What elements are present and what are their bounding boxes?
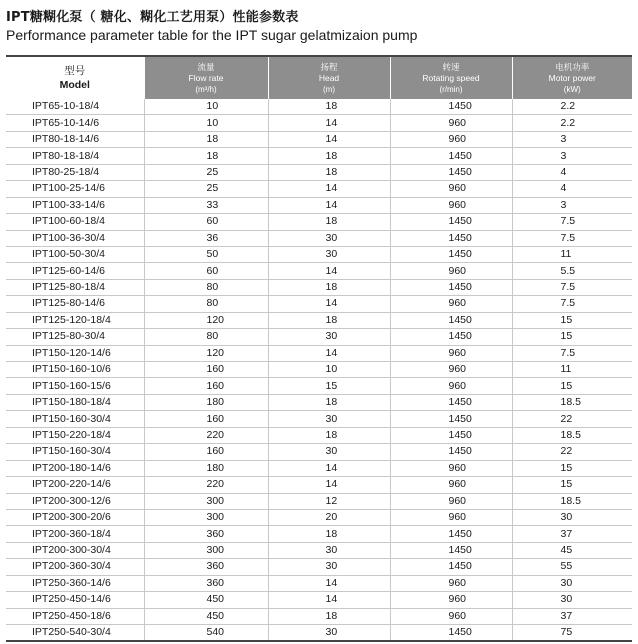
cell-motor-power: 7.5 (512, 345, 632, 361)
cell-model: IPT150-160-30/4 (6, 411, 144, 427)
page-title-chinese: IPT糖糊化泵（ 糖化、糊化工艺用泵）性能参数表 (6, 10, 299, 25)
table-row (6, 279, 632, 295)
cell-flow-rate: 360 (144, 575, 268, 591)
cell-model: IPT250-450-18/6 (6, 608, 144, 624)
cell-head: 30 (268, 542, 390, 558)
cell-rotating-speed: 1450 (390, 559, 512, 575)
header-motor-power (512, 57, 632, 99)
cell-model: IPT150-160-15/6 (6, 378, 144, 394)
header-power-en: Motor power (548, 72, 596, 83)
header-flow-unit: (m³/h) (195, 84, 217, 94)
performance-parameter-table (6, 57, 632, 640)
cell-head: 30 (268, 411, 390, 427)
cell-motor-power: 30 (512, 509, 632, 525)
cell-rotating-speed: 1450 (390, 526, 512, 542)
cell-model: IPT200-300-20/6 (6, 509, 144, 525)
cell-flow-rate: 10 (144, 99, 268, 115)
cell-rotating-speed: 960 (390, 296, 512, 312)
cell-motor-power: 55 (512, 559, 632, 575)
cell-motor-power: 18.5 (512, 394, 632, 410)
cell-motor-power: 15 (512, 460, 632, 476)
header-speed-unit: (r/min) (439, 84, 463, 94)
cell-flow-rate: 33 (144, 197, 268, 213)
cell-rotating-speed: 1450 (390, 411, 512, 427)
table-row (6, 362, 632, 378)
cell-rotating-speed: 960 (390, 592, 512, 608)
table-row (6, 115, 632, 131)
cell-head: 18 (268, 99, 390, 115)
cell-rotating-speed: 960 (390, 460, 512, 476)
cell-head: 30 (268, 625, 390, 641)
table-row (6, 246, 632, 262)
table-header (6, 57, 632, 99)
cell-motor-power: 2.2 (512, 115, 632, 131)
cell-rotating-speed: 960 (390, 575, 512, 591)
cell-motor-power: 7.5 (512, 296, 632, 312)
cell-rotating-speed: 1450 (390, 625, 512, 641)
header-model-cn: 型号 (64, 65, 86, 77)
cell-motor-power: 11 (512, 362, 632, 378)
cell-flow-rate: 25 (144, 164, 268, 180)
cell-model: IPT125-80-18/4 (6, 279, 144, 295)
table-row (6, 378, 632, 394)
cell-model: IPT125-60-14/6 (6, 263, 144, 279)
cell-model: IPT200-360-18/4 (6, 526, 144, 542)
cell-flow-rate: 80 (144, 329, 268, 345)
cell-head: 18 (268, 214, 390, 230)
cell-motor-power: 4 (512, 164, 632, 180)
cell-rotating-speed: 960 (390, 115, 512, 131)
cell-motor-power: 18.5 (512, 493, 632, 509)
cell-motor-power: 15 (512, 329, 632, 345)
cell-model: IPT125-80-30/4 (6, 329, 144, 345)
cell-model: IPT80-18-14/6 (6, 131, 144, 147)
cell-flow-rate: 60 (144, 263, 268, 279)
cell-rotating-speed: 960 (390, 608, 512, 624)
table-row (6, 148, 632, 164)
cell-flow-rate: 60 (144, 214, 268, 230)
header-flow-cn: 流量 (197, 61, 215, 72)
cell-flow-rate: 160 (144, 362, 268, 378)
cell-rotating-speed: 1450 (390, 279, 512, 295)
cell-flow-rate: 300 (144, 493, 268, 509)
cell-rotating-speed: 1450 (390, 148, 512, 164)
table-row (6, 427, 632, 443)
cell-head: 18 (268, 394, 390, 410)
header-rotating-speed (390, 57, 512, 99)
header-head-cn: 扬程 (320, 61, 338, 72)
cell-motor-power: 15 (512, 312, 632, 328)
cell-head: 14 (268, 345, 390, 361)
cell-head: 14 (268, 181, 390, 197)
cell-flow-rate: 450 (144, 592, 268, 608)
header-flow-en: Flow rate (188, 72, 224, 83)
cell-head: 30 (268, 559, 390, 575)
cell-flow-rate: 540 (144, 625, 268, 641)
table-row (6, 263, 632, 279)
cell-rotating-speed: 1450 (390, 246, 512, 262)
cell-head: 14 (268, 592, 390, 608)
cell-motor-power: 7.5 (512, 214, 632, 230)
cell-head: 14 (268, 460, 390, 476)
cell-rotating-speed: 1450 (390, 394, 512, 410)
cell-head: 14 (268, 115, 390, 131)
table-row (6, 214, 632, 230)
table-row (6, 230, 632, 246)
cell-head: 30 (268, 444, 390, 460)
cell-rotating-speed: 960 (390, 493, 512, 509)
table-row (6, 411, 632, 427)
page-title-english: Performance parameter table for the IPT sugar gelatmizaion pump (6, 27, 418, 43)
table-row (6, 526, 632, 542)
cell-rotating-speed: 960 (390, 263, 512, 279)
cell-flow-rate: 300 (144, 509, 268, 525)
table-row (6, 509, 632, 525)
cell-head: 15 (268, 378, 390, 394)
cell-flow-rate: 160 (144, 411, 268, 427)
cell-motor-power: 22 (512, 411, 632, 427)
cell-motor-power: 7.5 (512, 230, 632, 246)
cell-motor-power: 2.2 (512, 99, 632, 115)
table-row (6, 559, 632, 575)
cell-model: IPT200-300-30/4 (6, 542, 144, 558)
cell-model: IPT80-25-18/4 (6, 164, 144, 180)
cell-flow-rate: 180 (144, 394, 268, 410)
cell-flow-rate: 18 (144, 148, 268, 164)
cell-motor-power: 37 (512, 526, 632, 542)
cell-head: 30 (268, 246, 390, 262)
cell-motor-power: 4 (512, 181, 632, 197)
table-row (6, 329, 632, 345)
cell-model: IPT125-80-14/6 (6, 296, 144, 312)
cell-motor-power: 15 (512, 477, 632, 493)
cell-head: 30 (268, 329, 390, 345)
cell-head: 12 (268, 493, 390, 509)
cell-model: IPT200-180-14/6 (6, 460, 144, 476)
table-row (6, 608, 632, 624)
cell-motor-power: 45 (512, 542, 632, 558)
cell-rotating-speed: 1450 (390, 542, 512, 558)
cell-model: IPT250-360-14/6 (6, 575, 144, 591)
cell-rotating-speed: 960 (390, 362, 512, 378)
cell-motor-power: 5.5 (512, 263, 632, 279)
table-row (6, 164, 632, 180)
table-row (6, 312, 632, 328)
cell-flow-rate: 360 (144, 526, 268, 542)
cell-model: IPT150-160-30/4 (6, 444, 144, 460)
table-row (6, 181, 632, 197)
cell-motor-power: 15 (512, 378, 632, 394)
table-row (6, 197, 632, 213)
cell-rotating-speed: 960 (390, 509, 512, 525)
cell-flow-rate: 120 (144, 345, 268, 361)
cell-model: IPT65-10-14/6 (6, 115, 144, 131)
header-speed-en: Rotating speed (422, 72, 480, 83)
cell-rotating-speed: 1450 (390, 164, 512, 180)
cell-flow-rate: 80 (144, 279, 268, 295)
cell-model: IPT200-300-12/6 (6, 493, 144, 509)
cell-model: IPT250-450-14/6 (6, 592, 144, 608)
cell-motor-power: 22 (512, 444, 632, 460)
cell-flow-rate: 36 (144, 230, 268, 246)
cell-rotating-speed: 1450 (390, 444, 512, 460)
table-row (6, 493, 632, 509)
cell-model: IPT150-120-14/6 (6, 345, 144, 361)
cell-head: 18 (268, 608, 390, 624)
table-row (6, 394, 632, 410)
table-row (6, 131, 632, 147)
cell-motor-power: 37 (512, 608, 632, 624)
header-model-en: Model (59, 79, 90, 91)
cell-head: 30 (268, 230, 390, 246)
cell-rotating-speed: 960 (390, 345, 512, 361)
header-model (6, 57, 144, 99)
cell-model: IPT80-18-18/4 (6, 148, 144, 164)
table-row (6, 625, 632, 641)
cell-motor-power: 3 (512, 148, 632, 164)
cell-rotating-speed: 960 (390, 181, 512, 197)
cell-head: 20 (268, 509, 390, 525)
table-row (6, 542, 632, 558)
cell-rotating-speed: 1450 (390, 427, 512, 443)
table-row (6, 575, 632, 591)
header-head-en: Head (318, 72, 340, 83)
cell-head: 18 (268, 164, 390, 180)
table-row (6, 345, 632, 361)
cell-motor-power: 75 (560, 626, 573, 639)
cell-rotating-speed: 960 (390, 477, 512, 493)
cell-flow-rate: 220 (144, 427, 268, 443)
cell-model: IPT100-25-14/6 (6, 181, 144, 197)
cell-head: 14 (268, 263, 390, 279)
header-speed-cn: 转速 (442, 61, 460, 72)
header-power-cn: 电机功率 (555, 61, 590, 72)
cell-head: 18 (268, 526, 390, 542)
cell-flow-rate: 300 (144, 542, 268, 558)
cell-rotating-speed: 960 (390, 131, 512, 147)
cell-model: IPT150-220-18/4 (6, 427, 144, 443)
cell-head: 18 (268, 312, 390, 328)
cell-flow-rate: 10 (144, 115, 268, 131)
cell-model: IPT100-33-14/6 (6, 197, 144, 213)
cell-rotating-speed: 1450 (390, 214, 512, 230)
cell-model: IPT150-160-10/6 (6, 362, 144, 378)
cell-flow-rate: 360 (144, 559, 268, 575)
cell-rotating-speed: 1450 (390, 99, 512, 115)
cell-motor-power: 18.5 (512, 427, 632, 443)
table-row (6, 460, 632, 476)
cell-motor-power: 3 (512, 197, 632, 213)
table-row (6, 296, 632, 312)
cell-flow-rate: 160 (144, 378, 268, 394)
cell-flow-rate: 25 (144, 181, 268, 197)
cell-model: IPT150-180-18/4 (6, 394, 144, 410)
cell-model: IPT200-360-30/4 (6, 559, 144, 575)
header-row (6, 57, 632, 99)
cell-model: IPT250-540-30/4 (6, 625, 144, 641)
cell-flow-rate: 160 (144, 444, 268, 460)
cell-flow-rate: 180 (144, 460, 268, 476)
cell-head: 14 (268, 575, 390, 591)
table-row (6, 477, 632, 493)
cell-rotating-speed: 1450 (390, 312, 512, 328)
cell-flow-rate: 80 (144, 296, 268, 312)
header-power-unit: (kW) (563, 84, 581, 94)
cell-motor-power: 3 (512, 131, 632, 147)
cell-rotating-speed: 960 (390, 197, 512, 213)
cell-motor-power: 7.5 (512, 279, 632, 295)
cell-flow-rate: 50 (144, 246, 268, 262)
cell-head: 14 (268, 296, 390, 312)
cell-head: 18 (268, 427, 390, 443)
cell-motor-power: 30 (512, 575, 632, 591)
cell-rotating-speed: 1450 (390, 329, 512, 345)
cell-head: 14 (268, 477, 390, 493)
cell-flow-rate: 18 (144, 131, 268, 147)
cell-model: IPT100-50-30/4 (6, 246, 144, 262)
header-flow-rate (144, 57, 268, 99)
cell-model: IPT100-36-30/4 (6, 230, 144, 246)
header-head-unit: (m) (323, 84, 335, 94)
table-row (6, 592, 632, 608)
cell-head: 10 (268, 362, 390, 378)
cell-flow-rate: 120 (144, 312, 268, 328)
cell-flow-rate: 220 (144, 477, 268, 493)
cell-head: 18 (268, 279, 390, 295)
performance-table-container (6, 55, 632, 642)
cell-model: IPT65-10-18/4 (6, 99, 144, 115)
cell-motor-power: 30 (512, 592, 632, 608)
cell-head: 14 (268, 131, 390, 147)
cell-rotating-speed: 960 (390, 378, 512, 394)
table-body (6, 99, 632, 640)
cell-rotating-speed: 1450 (390, 230, 512, 246)
cell-head: 18 (268, 148, 390, 164)
cell-motor-power: 11 (512, 246, 632, 262)
header-head (268, 57, 390, 99)
table-row (6, 444, 632, 460)
cell-head: 14 (268, 197, 390, 213)
cell-flow-rate: 450 (144, 608, 268, 624)
table-row (6, 99, 632, 115)
cell-model: IPT125-120-18/4 (6, 312, 144, 328)
cell-model: IPT200-220-14/6 (6, 477, 144, 493)
cell-model: IPT100-60-18/4 (6, 214, 144, 230)
